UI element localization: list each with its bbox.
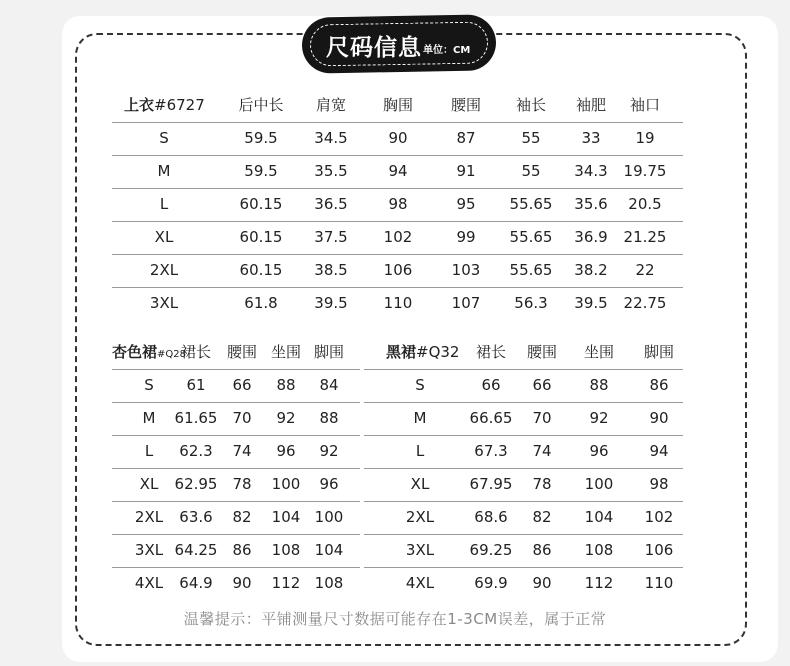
measurement-cell: 98: [649, 475, 669, 493]
measurement-cell: 69.9: [474, 574, 508, 592]
measurement-cell: 36.5: [314, 195, 348, 213]
measurement-cell: 62.3: [179, 442, 213, 460]
measurement-cell: 82: [232, 508, 252, 526]
table-row: [112, 402, 360, 436]
measurement-cell: 90: [388, 129, 408, 147]
unit-label: 单位：CM: [423, 45, 471, 56]
size-cell: L: [159, 195, 169, 213]
size-cell: S: [415, 376, 425, 394]
table-row: [112, 501, 360, 535]
column-header: 袖长: [515, 96, 547, 114]
measurement-cell: 112: [271, 574, 301, 592]
table-row: [364, 567, 683, 600]
table-row: [112, 188, 683, 222]
measurement-cell: 100: [584, 475, 614, 493]
measurement-cell: 60.15: [239, 261, 283, 279]
measurement-cell: 112: [584, 574, 614, 592]
measurement-cell: 62.95: [174, 475, 218, 493]
measurement-cell: 39.5: [574, 294, 608, 312]
measurement-cell: 88: [589, 376, 609, 394]
table-row: [112, 534, 360, 568]
table-row: [112, 435, 360, 469]
measurement-cell: 108: [314, 574, 344, 592]
table-title: [386, 336, 459, 369]
measurement-cell: 61.8: [244, 294, 278, 312]
page-title: 尺码信息: [326, 35, 422, 61]
size-cell: M: [157, 162, 171, 180]
measurement-cell: 90: [232, 574, 252, 592]
measurement-cell: 61: [186, 376, 206, 394]
size-cell: 3XL: [405, 541, 435, 559]
measurement-cell: 39.5: [314, 294, 348, 312]
measurement-cell: 86: [232, 541, 252, 559]
measurement-cell: 106: [383, 261, 413, 279]
table-row: [364, 468, 683, 502]
measurement-cell: 87: [456, 129, 476, 147]
column-header: 腰围: [226, 343, 258, 361]
black-skirt-size-table: [364, 336, 683, 600]
measurement-cell: 19.75: [623, 162, 667, 180]
measurement-cell: 86: [649, 376, 669, 394]
column-header: 腰围: [450, 96, 482, 114]
measurement-cell: 84: [319, 376, 339, 394]
size-cell: M: [142, 409, 156, 427]
measurement-cell: 63.6: [179, 508, 213, 526]
measurement-cell: 96: [276, 442, 296, 460]
garment-name: 杏色裙: [112, 343, 158, 361]
measurement-cell: 88: [276, 376, 296, 394]
size-cell: 2XL: [134, 508, 164, 526]
column-header: 后中长: [238, 96, 284, 114]
measurement-cell: 22.75: [623, 294, 667, 312]
table-row: [112, 122, 683, 156]
size-cell: XL: [139, 475, 159, 493]
garment-name: 黑裙: [386, 343, 417, 361]
measurement-cell: 36.9: [574, 228, 608, 246]
size-cell: S: [159, 129, 169, 147]
size-cell: 3XL: [149, 294, 179, 312]
measurement-cell: 78: [532, 475, 552, 493]
column-header: 脚围: [643, 343, 675, 361]
measurement-cell: 66: [232, 376, 252, 394]
beige-skirt-size-table: [112, 336, 360, 600]
measurement-cell: 100: [314, 508, 344, 526]
measurement-cell: 34.3: [574, 162, 608, 180]
measurement-cell: 38.2: [574, 261, 608, 279]
measurement-cell: 82: [532, 508, 552, 526]
table-row: [112, 221, 683, 255]
size-cell: XL: [410, 475, 430, 493]
measurement-cell: 92: [589, 409, 609, 427]
measurement-cell: 60.15: [239, 195, 283, 213]
measurement-cell: 68.6: [474, 508, 508, 526]
style-code: #Q32: [416, 343, 460, 361]
measurement-cell: 66.65: [469, 409, 513, 427]
size-cell: 3XL: [134, 541, 164, 559]
column-header: 胸围: [382, 96, 414, 114]
measurement-cell: 55.65: [509, 261, 553, 279]
size-cell: M: [413, 409, 427, 427]
column-header: 脚围: [313, 343, 345, 361]
measurement-cell: 102: [644, 508, 674, 526]
size-cell: L: [144, 442, 154, 460]
measurement-cell: 96: [589, 442, 609, 460]
table-row: [112, 369, 360, 403]
measurement-cell: 104: [584, 508, 614, 526]
measurement-cell: 108: [584, 541, 614, 559]
table-header-row: [112, 336, 360, 370]
table-row: [364, 534, 683, 568]
measurement-cell: 35.6: [574, 195, 608, 213]
measurement-cell: 86: [532, 541, 552, 559]
footnote: 温馨提示：平铺测量尺寸数据可能存在1-3CM误差，属于正常: [183, 610, 607, 628]
measurement-cell: 110: [383, 294, 413, 312]
measurement-cell: 55: [521, 129, 541, 147]
measurement-cell: 99: [456, 228, 476, 246]
measurement-cell: 108: [271, 541, 301, 559]
table-row: [112, 254, 683, 288]
measurement-cell: 100: [271, 475, 301, 493]
column-header: 坐围: [583, 343, 615, 361]
column-header: 袖口: [629, 96, 661, 114]
table-row: [112, 567, 360, 600]
measurement-cell: 22: [635, 261, 655, 279]
measurement-cell: 103: [451, 261, 481, 279]
column-header: 裙长: [180, 343, 212, 361]
measurement-cell: 88: [319, 409, 339, 427]
measurement-cell: 74: [232, 442, 252, 460]
measurement-cell: 61.65: [174, 409, 218, 427]
measurement-cell: 95: [456, 195, 476, 213]
measurement-cell: 60.15: [239, 228, 283, 246]
measurement-cell: 70: [232, 409, 252, 427]
size-cell: 2XL: [405, 508, 435, 526]
column-header: 肩宽: [315, 96, 347, 114]
column-header: 裙长: [475, 343, 507, 361]
measurement-cell: 56.3: [514, 294, 548, 312]
measurement-cell: 90: [649, 409, 669, 427]
measurement-cell: 59.5: [244, 162, 278, 180]
measurement-cell: 106: [644, 541, 674, 559]
table-title: [124, 89, 205, 122]
measurement-cell: 55: [521, 162, 541, 180]
measurement-cell: 104: [314, 541, 344, 559]
table-row: [364, 369, 683, 403]
measurement-cell: 74: [532, 442, 552, 460]
table-row: [364, 435, 683, 469]
column-header: 腰围: [526, 343, 558, 361]
size-cell: 4XL: [134, 574, 164, 592]
garment-name: 上衣: [124, 96, 155, 114]
measurement-cell: 102: [383, 228, 413, 246]
top-size-table: [112, 89, 683, 320]
column-header: 坐围: [270, 343, 302, 361]
style-code: #Q28: [157, 349, 186, 360]
table-row: [364, 501, 683, 535]
measurement-cell: 64.9: [179, 574, 213, 592]
measurement-cell: 90: [532, 574, 552, 592]
measurement-cell: 34.5: [314, 129, 348, 147]
measurement-cell: 35.5: [314, 162, 348, 180]
measurement-cell: 92: [319, 442, 339, 460]
measurement-cell: 20.5: [628, 195, 662, 213]
measurement-cell: 69.25: [469, 541, 513, 559]
size-cell: S: [144, 376, 154, 394]
size-cell: XL: [154, 228, 174, 246]
measurement-cell: 55.65: [509, 228, 553, 246]
measurement-cell: 59.5: [244, 129, 278, 147]
measurement-cell: 110: [644, 574, 674, 592]
measurement-cell: 64.25: [174, 541, 218, 559]
measurement-cell: 67.95: [469, 475, 513, 493]
measurement-cell: 66: [481, 376, 501, 394]
table-title: [112, 336, 186, 369]
measurement-cell: 78: [232, 475, 252, 493]
measurement-cell: 94: [649, 442, 669, 460]
table-row: [112, 287, 683, 320]
measurement-cell: 94: [388, 162, 408, 180]
measurement-cell: 67.3: [474, 442, 508, 460]
table-header-row: [364, 336, 683, 370]
measurement-cell: 92: [276, 409, 296, 427]
measurement-cell: 19: [635, 129, 655, 147]
measurement-cell: 107: [451, 294, 481, 312]
size-cell: 2XL: [149, 261, 179, 279]
measurement-cell: 37.5: [314, 228, 348, 246]
measurement-cell: 104: [271, 508, 301, 526]
table-header-row: [112, 89, 683, 123]
measurement-cell: 91: [456, 162, 476, 180]
size-cell: L: [415, 442, 425, 460]
table-row: [364, 402, 683, 436]
measurement-cell: 66: [532, 376, 552, 394]
size-cell: 4XL: [405, 574, 435, 592]
table-row: [112, 155, 683, 189]
measurement-cell: 21.25: [623, 228, 667, 246]
measurement-cell: 96: [319, 475, 339, 493]
column-header: 袖肥: [575, 96, 607, 114]
measurement-cell: 98: [388, 195, 408, 213]
style-code: #6727: [154, 96, 205, 114]
measurement-cell: 33: [581, 129, 601, 147]
measurement-cell: 55.65: [509, 195, 553, 213]
measurement-cell: 38.5: [314, 261, 348, 279]
measurement-cell: 70: [532, 409, 552, 427]
table-row: [112, 468, 360, 502]
